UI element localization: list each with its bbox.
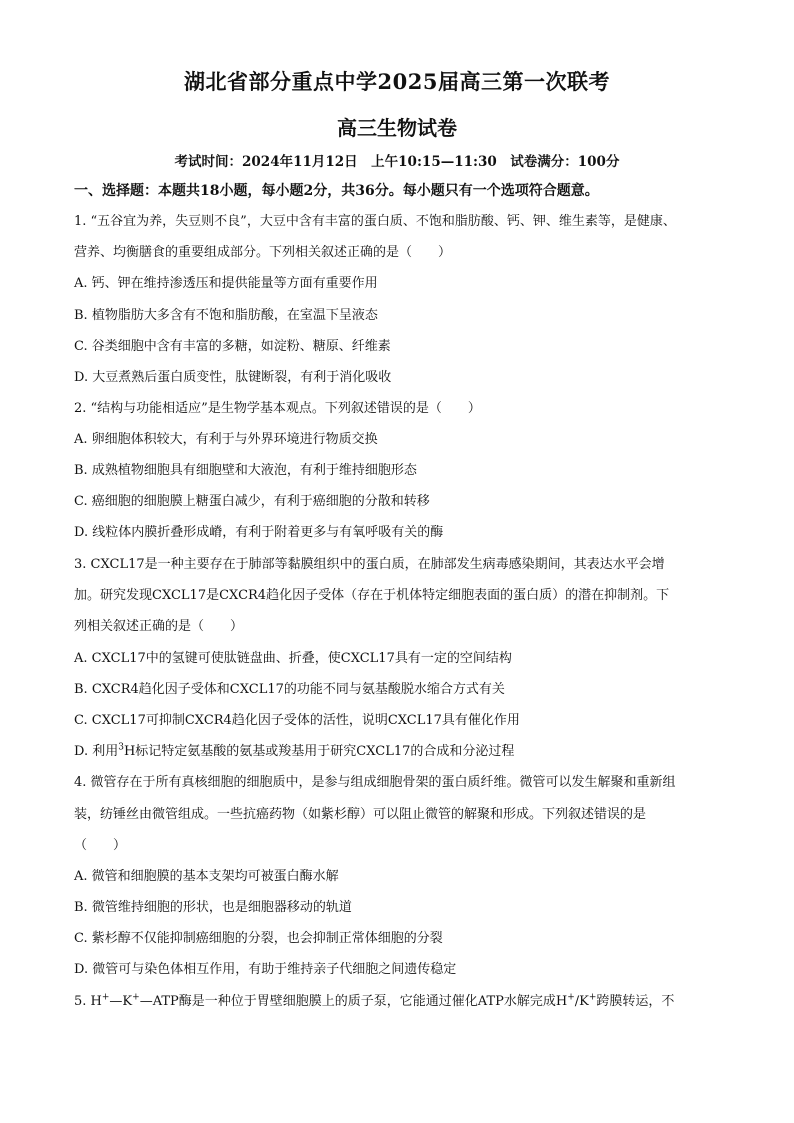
q3-stem-line1: 3. CXCL17是一种主要存在于肺部等黏膜组织中的蛋白质，在肺部发生病毒感染期间，其表达水平会增 — [74, 557, 665, 572]
q3-option-d-prefix: D. 利用 — [74, 744, 119, 759]
q4-stem-line1: 4. 微管存在于所有真核细胞的细胞质中，是参与组成细胞骨架的蛋白质纤维。微管可以发生解聚和重新组 — [74, 775, 676, 790]
q1-stem-line2: 营养、均衡膳食的重要组成部分。下列相关叙述正确的是（ ） — [74, 245, 452, 260]
q1-option-c: C. 谷类细胞中含有丰富的多糖，如淀粉、糖原、纤维素 — [74, 339, 391, 354]
q5-sup2: + — [132, 992, 140, 1003]
q4-option-c: C. 紫杉醇不仅能抑制癌细胞的分裂，也会抑制正常体细胞的分裂 — [74, 931, 443, 946]
q5-text-part1: 5. H — [74, 994, 102, 1009]
q5-sup3: + — [567, 992, 575, 1003]
q3-option-d — [74, 742, 724, 762]
q2-option-d: D. 线粒体内膜折叠形成嵴，有利于附着更多与有氧呼吸有关的酶 — [74, 525, 444, 540]
q5-text-part4: /K — [574, 994, 589, 1009]
q3-option-b: B. CXCR4趋化因子受体和CXCL17的功能不同与氨基酸脱水缩合方式有关 — [74, 682, 505, 697]
q2-option-b: B. 成熟植物细胞具有细胞壁和大液泡，有利于维持细胞形态 — [74, 463, 417, 478]
q2-option-c: C. 癌细胞的细胞膜上糖蛋白减少，有利于癌细胞的分散和转移 — [74, 494, 430, 509]
q3-option-d-superscript: 3 — [118, 742, 124, 753]
q5-text-part5: 跨膜转运，不 — [596, 994, 675, 1009]
q4-option-d: D. 微管可与染色体相互作用，有助于维持亲子代细胞之间遗传稳定 — [74, 962, 457, 977]
exam-subtitle: 高三生物试卷 — [337, 116, 457, 140]
q4-stem-line3: （ ） — [74, 838, 127, 853]
exam-title: 湖北省部分重点中学2025届高三第一次联考 — [184, 69, 610, 94]
q5-sup1: + — [101, 992, 110, 1003]
q3-option-d-suffix: H标记特定氨基酸的氨基或羧基用于研究CXCL17的合成和分泌过程 — [123, 744, 515, 759]
q5-text-part3: —ATP酶是一种位于胃壁细胞膜上的质子泵，它能通过催化ATP水解完成H — [139, 994, 568, 1009]
q3-stem-line2: 加。研究发现CXCL17是CXCR4趋化因子受体（存在于机体特定细胞表面的蛋白质）的潜在抑制剂。下 — [74, 588, 670, 603]
q2-option-a: A. 卵细胞体积较大，有利于与外界环境进行物质交换 — [74, 432, 378, 447]
q4-stem-line2: 装，纺锤丝由微管组成。一些抗癌药物（如紫杉醇）可以阻止微管的解聚和形成。下列叙述错误的是 — [74, 807, 647, 822]
q1-stem-line1: 1. “五谷宜为养，失豆则不良”，大豆中含有丰富的蛋白质、不饱和脂肪酸、钙、钾、维生素等，是健康、 — [74, 214, 676, 229]
q4-option-a: A. 微管和细胞膜的基本支架均可被蛋白酶水解 — [74, 869, 339, 884]
exam-info: 考试时间：2024年11月12日 上午10:15—11:30 试卷满分：100分 — [174, 154, 620, 170]
q3-option-a: A. CXCL17中的氢键可使肽链盘曲、折叠，使CXCL17具有一定的空间结构 — [74, 651, 512, 666]
q3-option-c: C. CXCL17可抑制CXCR4趋化因子受体的活性，说明CXCL17具有催化作用 — [74, 713, 520, 728]
q5-sup4: + — [588, 992, 597, 1003]
q5-text-part2: —K — [109, 994, 133, 1009]
q2-stem-line1: 2. “结构与功能相适应”是生物学基本观点。下列叙述错误的是（ ） — [74, 401, 481, 416]
q1-option-a: A. 钙、钾在维持渗透压和提供能量等方面有重要作用 — [74, 276, 378, 291]
q1-option-d: D. 大豆煮熟后蛋白质变性，肽键断裂，有利于消化吸收 — [74, 370, 392, 385]
q4-option-b: B. 微管维持细胞的形状，也是细胞器移动的轨道 — [74, 900, 352, 915]
q1-option-b: B. 植物脂肪大多含有不饱和脂肪酸，在室温下呈液态 — [74, 308, 378, 323]
section-heading: 一、选择题：本题共18小题，每小题2分，共36分。每小题只有一个选项符合题意。 — [74, 183, 599, 199]
q5-stem-line1 — [74, 992, 724, 1012]
q3-stem-line3: 列相关叙述正确的是（ ） — [74, 619, 244, 634]
